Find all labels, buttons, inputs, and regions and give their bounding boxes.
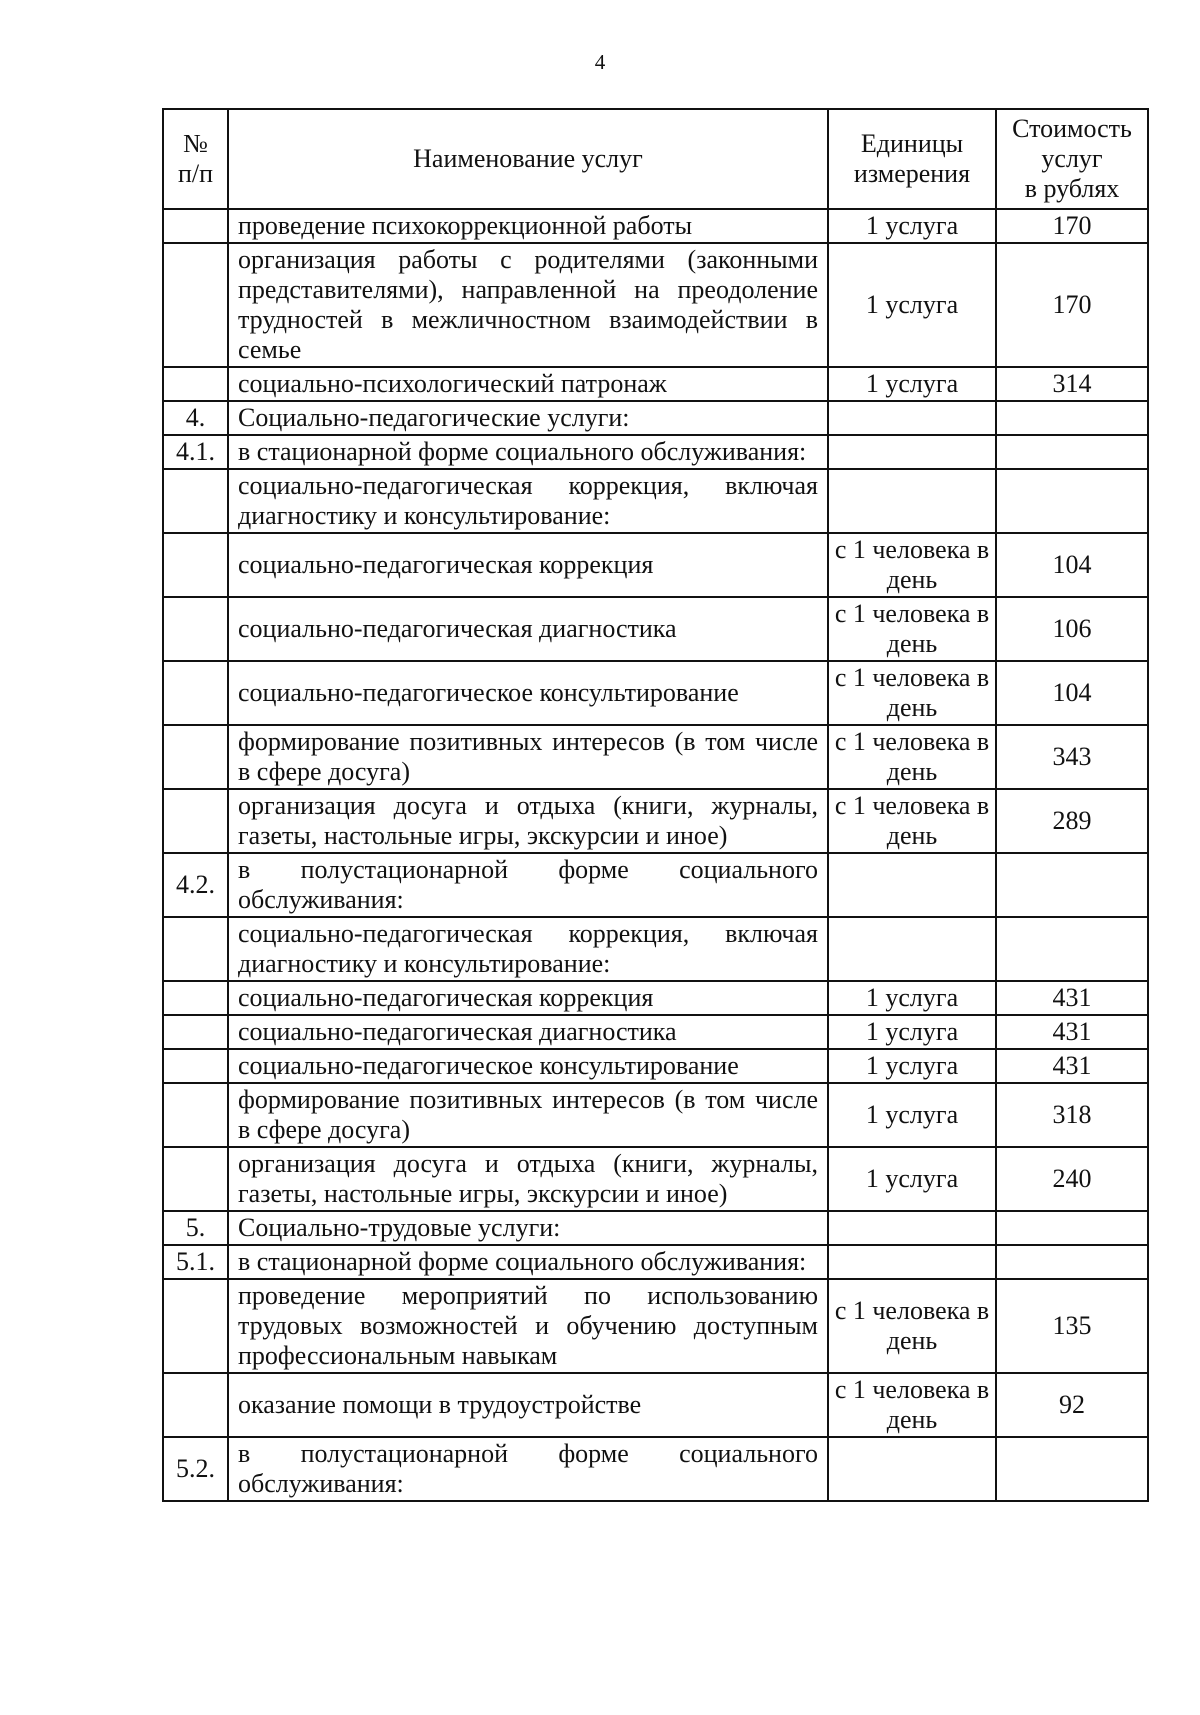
row-number-cell	[163, 367, 228, 401]
service-name-cell: организация работы с родителями (законными представителями), направленной на преодоление трудностей в межличностном взаимодействии в семье	[228, 243, 828, 367]
header-num-line: п/п	[177, 159, 214, 188]
unit-cell	[828, 917, 996, 981]
cost-cell: 170	[996, 209, 1148, 243]
table-header-row	[163, 109, 1148, 209]
table-row	[163, 917, 1148, 981]
unit-cell: 1 услуга	[828, 981, 996, 1015]
cost-cell	[996, 1437, 1148, 1501]
unit-cell	[828, 1437, 996, 1501]
unit-cell: с 1 человека в день	[828, 1373, 996, 1437]
table-row	[163, 1373, 1148, 1437]
row-number-cell	[163, 981, 228, 1015]
table-row	[163, 469, 1148, 533]
service-name-cell: проведение психокоррекционной работы	[228, 209, 828, 243]
unit-cell: с 1 человека в день	[828, 533, 996, 597]
header-unit-line: Единицы	[860, 129, 964, 158]
table-row	[163, 243, 1148, 367]
table-row	[163, 1437, 1148, 1501]
service-name-cell: социально-педагогическое консультирование	[228, 661, 828, 725]
cost-cell: 104	[996, 533, 1148, 597]
row-number-cell	[163, 243, 228, 367]
table-row	[163, 1049, 1148, 1083]
header-cost-line: в рублях	[1024, 174, 1120, 203]
table-row	[163, 661, 1148, 725]
cost-cell: 106	[996, 597, 1148, 661]
cost-cell: 343	[996, 725, 1148, 789]
unit-cell: 1 услуга	[828, 1049, 996, 1083]
unit-cell: с 1 человека в день	[828, 597, 996, 661]
header-cost	[996, 109, 1148, 209]
row-number-cell	[163, 1279, 228, 1373]
service-name-cell: социально-педагогическая коррекция	[228, 533, 828, 597]
service-name-cell: в стационарной форме социального обслуживания:	[228, 435, 828, 469]
row-number-cell: 5.	[163, 1211, 228, 1245]
cost-cell: 431	[996, 1015, 1148, 1049]
service-name-cell: формирование позитивных интересов (в том числе в сфере досуга)	[228, 1083, 828, 1147]
service-name-cell: в стационарной форме социального обслуживания:	[228, 1245, 828, 1279]
row-number-cell	[163, 725, 228, 789]
unit-cell: 1 услуга	[828, 243, 996, 367]
header-unit	[828, 109, 996, 209]
service-name-cell: в полустационарной форме социального обслуживания:	[228, 1437, 828, 1501]
page-number: 4	[594, 50, 606, 74]
unit-cell: 1 услуга	[828, 1147, 996, 1211]
table-row	[163, 1211, 1148, 1245]
cost-cell: 431	[996, 981, 1148, 1015]
cost-cell	[996, 853, 1148, 917]
header-cost-line: услуг	[1041, 144, 1103, 173]
table-row	[163, 209, 1148, 243]
service-name-cell: в полустационарной форме социального обслуживания:	[228, 853, 828, 917]
cost-cell: 314	[996, 367, 1148, 401]
table-row	[163, 1245, 1148, 1279]
table-body	[163, 209, 1148, 1501]
table-row	[163, 1147, 1148, 1211]
header-num	[163, 109, 228, 209]
row-number-cell: 5.1.	[163, 1245, 228, 1279]
row-number-cell: 4.1.	[163, 435, 228, 469]
cost-cell	[996, 401, 1148, 435]
row-number-cell	[163, 917, 228, 981]
cost-cell: 135	[996, 1279, 1148, 1373]
table-row	[163, 597, 1148, 661]
unit-cell: с 1 человека в день	[828, 661, 996, 725]
unit-cell	[828, 853, 996, 917]
cost-cell: 240	[996, 1147, 1148, 1211]
unit-cell: 1 услуга	[828, 209, 996, 243]
unit-cell	[828, 401, 996, 435]
cost-cell	[996, 435, 1148, 469]
service-name-cell: социально-педагогическая коррекция	[228, 981, 828, 1015]
unit-cell: 1 услуга	[828, 367, 996, 401]
row-number-cell	[163, 209, 228, 243]
unit-cell: с 1 человека в день	[828, 1279, 996, 1373]
service-name-cell: проведение мероприятий по использованию трудовых возможностей и обучению доступным профессиональным навыкам	[228, 1279, 828, 1373]
cost-cell	[996, 1245, 1148, 1279]
cost-cell: 289	[996, 789, 1148, 853]
row-number-cell: 5.2.	[163, 1437, 228, 1501]
cost-cell: 431	[996, 1049, 1148, 1083]
unit-cell: 1 услуга	[828, 1015, 996, 1049]
row-number-cell: 4.2.	[163, 853, 228, 917]
table-row	[163, 533, 1148, 597]
unit-cell	[828, 469, 996, 533]
service-name-cell: Социально-трудовые услуги:	[228, 1211, 828, 1245]
table-row	[163, 1279, 1148, 1373]
services-price-table	[162, 108, 1149, 1502]
table-row	[163, 853, 1148, 917]
header-cost-line: Стоимость	[1012, 114, 1132, 143]
unit-cell: с 1 человека в день	[828, 725, 996, 789]
cost-cell	[996, 469, 1148, 533]
table-row	[163, 367, 1148, 401]
service-name-cell: социально-педагогическая коррекция, включая диагностику и консультирование:	[228, 469, 828, 533]
header-name	[228, 109, 828, 209]
table-row	[163, 789, 1148, 853]
service-name-cell: социально-педагогическая диагностика	[228, 597, 828, 661]
service-name-cell: организация досуга и отдыха (книги, журналы, газеты, настольные игры, экскурсии и иное)	[228, 1147, 828, 1211]
table-row	[163, 1015, 1148, 1049]
header-name-text: Наименование услуг	[413, 144, 643, 173]
table-row	[163, 401, 1148, 435]
service-name-cell: социально-педагогическое консультирование	[228, 1049, 828, 1083]
unit-cell: с 1 человека в день	[828, 789, 996, 853]
row-number-cell	[163, 469, 228, 533]
service-name-cell: организация досуга и отдыха (книги, журналы, газеты, настольные игры, экскурсии и иное)	[228, 789, 828, 853]
row-number-cell	[163, 661, 228, 725]
service-name-cell: социально-педагогическая коррекция, включая диагностику и консультирование:	[228, 917, 828, 981]
header-num-line: №	[183, 129, 208, 158]
row-number-cell	[163, 597, 228, 661]
cost-cell	[996, 917, 1148, 981]
row-number-cell	[163, 1147, 228, 1211]
unit-cell	[828, 435, 996, 469]
table-row	[163, 725, 1148, 789]
unit-cell	[828, 1245, 996, 1279]
cost-cell: 170	[996, 243, 1148, 367]
service-name-cell: социально-психологический патронаж	[228, 367, 828, 401]
cost-cell	[996, 1211, 1148, 1245]
row-number-cell	[163, 1049, 228, 1083]
service-name-cell: оказание помощи в трудоустройстве	[228, 1373, 828, 1437]
table-row	[163, 1083, 1148, 1147]
table-row	[163, 981, 1148, 1015]
row-number-cell	[163, 1373, 228, 1437]
service-name-cell: Социально-педагогические услуги:	[228, 401, 828, 435]
table-row	[163, 435, 1148, 469]
header-unit-line: измерения	[853, 159, 971, 188]
row-number-cell	[163, 789, 228, 853]
cost-cell: 318	[996, 1083, 1148, 1147]
unit-cell: 1 услуга	[828, 1083, 996, 1147]
cost-cell: 104	[996, 661, 1148, 725]
service-name-cell: формирование позитивных интересов (в том числе в сфере досуга)	[228, 725, 828, 789]
row-number-cell	[163, 1083, 228, 1147]
cost-cell: 92	[996, 1373, 1148, 1437]
row-number-cell: 4.	[163, 401, 228, 435]
unit-cell	[828, 1211, 996, 1245]
row-number-cell	[163, 1015, 228, 1049]
row-number-cell	[163, 533, 228, 597]
service-name-cell: социально-педагогическая диагностика	[228, 1015, 828, 1049]
